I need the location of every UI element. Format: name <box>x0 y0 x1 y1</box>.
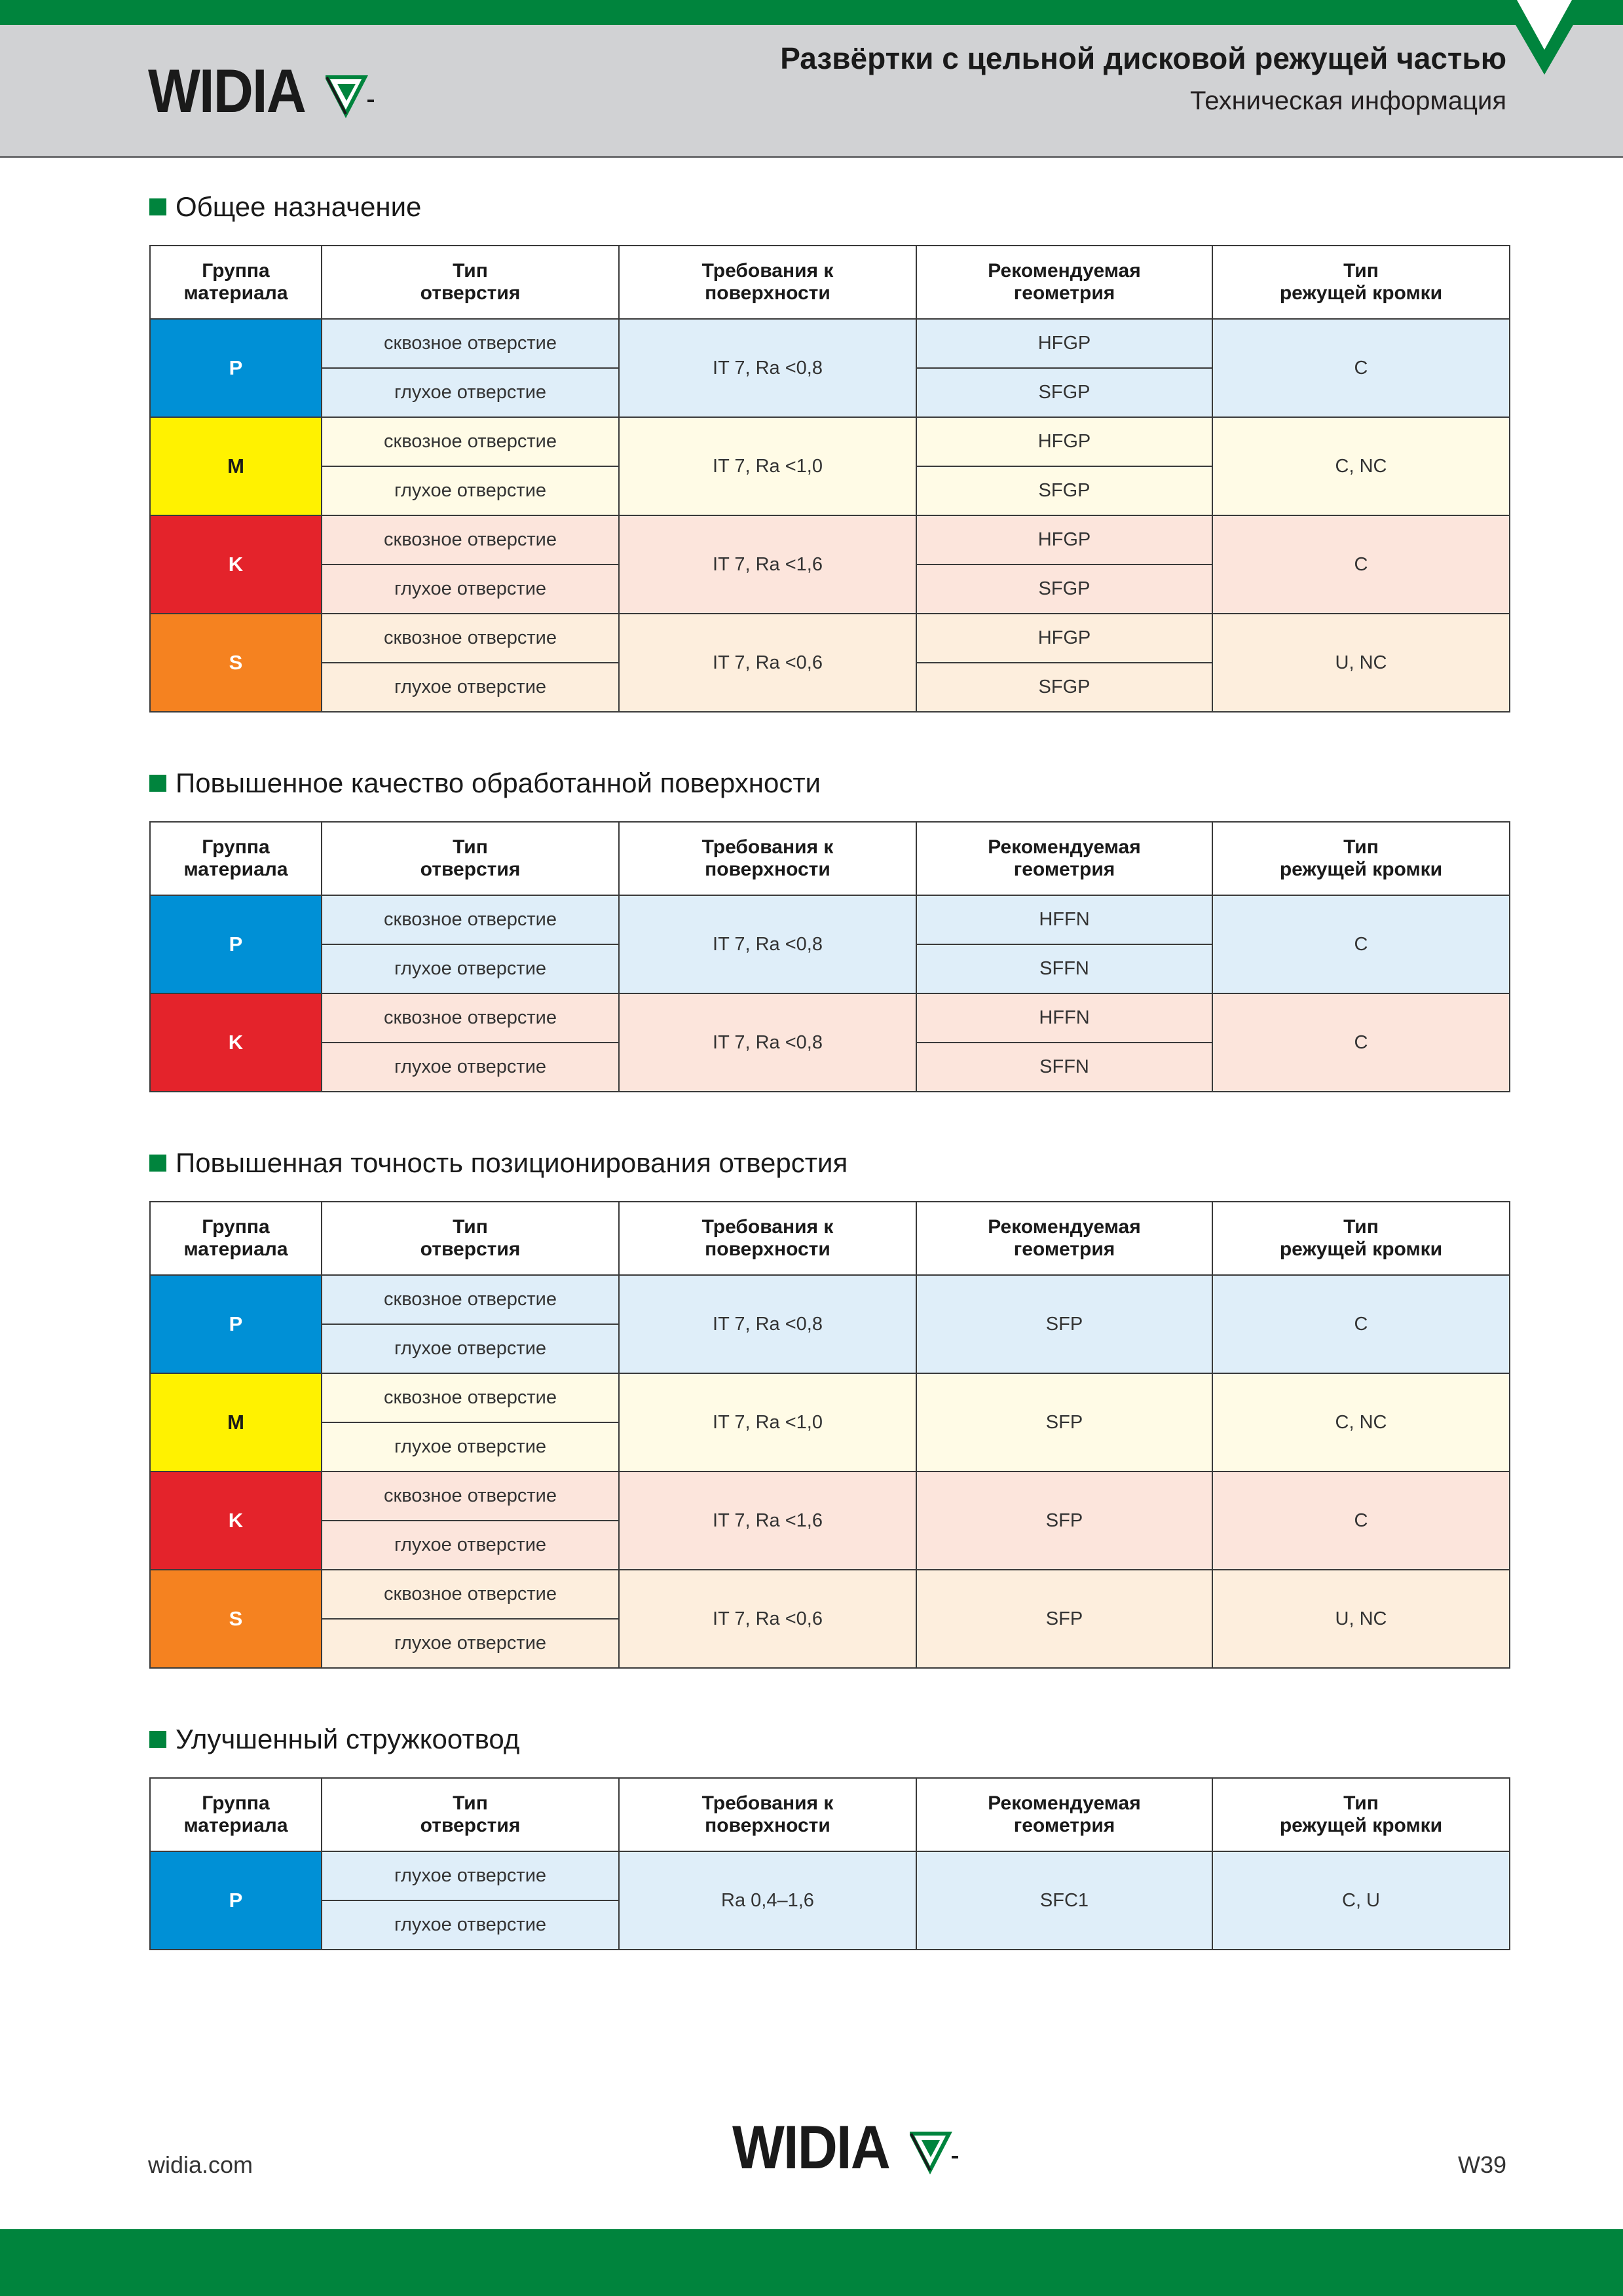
column-header <box>150 1778 322 1851</box>
hole-type-cell: сквозное отверстие <box>322 319 619 368</box>
material-group-cell: M <box>150 417 322 515</box>
column-header-line: геометрия <box>1013 1815 1115 1836</box>
page-subtitle: Техническая информация <box>1190 86 1506 115</box>
column-header-line: Группа <box>202 1792 270 1814</box>
widia-triangle-logo-icon <box>910 2131 961 2178</box>
hole-type-cell: сквозное отверстие <box>322 614 619 663</box>
material-group-cell: S <box>150 614 322 712</box>
table-header-row <box>150 246 1510 319</box>
column-header-line: Требования к <box>701 1792 834 1814</box>
geometry-cell: HFGP <box>916 319 1212 368</box>
column-header <box>1212 246 1510 319</box>
column-header <box>619 1202 916 1275</box>
cutting-edge-cell: C <box>1212 515 1510 614</box>
column-header-line: Рекомендуемая <box>988 260 1141 282</box>
spec-table <box>149 245 1510 713</box>
material-group-cell: P <box>150 1275 322 1373</box>
cutting-edge-cell: C <box>1212 1472 1510 1570</box>
column-header <box>916 1778 1212 1851</box>
surface-requirement-cell: IT 7, Ra <0,8 <box>619 1275 916 1373</box>
geometry-cell: SFP <box>916 1570 1212 1668</box>
column-header <box>619 822 916 895</box>
hole-type-cell: сквозное отверстие <box>322 515 619 565</box>
surface-requirement-cell: IT 7, Ra <0,8 <box>619 895 916 993</box>
column-header-line: отверстия <box>420 1815 521 1836</box>
hole-type-cell: глухое отверстие <box>322 1422 619 1472</box>
section-square-icon <box>149 198 166 215</box>
column-header-line: Тип <box>453 1792 488 1814</box>
geometry-cell: SFC1 <box>916 1851 1212 1950</box>
column-header <box>916 1202 1212 1275</box>
cutting-edge-cell: U, NC <box>1212 614 1510 712</box>
material-group-cell: M <box>150 1373 322 1472</box>
section-title-text: Улучшенный стружкоотвод <box>176 1724 520 1754</box>
cutting-edge-cell: C, NC <box>1212 1373 1510 1472</box>
column-header-line: геометрия <box>1013 1238 1115 1260</box>
surface-requirement-cell: Ra 0,4–1,6 <box>619 1851 916 1950</box>
column-header <box>322 246 619 319</box>
cutting-edge-cell: C, U <box>1212 1851 1510 1950</box>
table-row <box>150 614 1510 663</box>
column-header-line: материала <box>183 1238 288 1260</box>
column-header-line: материала <box>183 859 288 880</box>
hole-type-cell: сквозное отверстие <box>322 1275 619 1324</box>
cutting-edge-cell: C <box>1212 319 1510 417</box>
geometry-cell: SFGP <box>916 368 1212 417</box>
column-header-line: Тип <box>1343 260 1379 282</box>
column-header-line: режущей кромки <box>1279 1815 1443 1836</box>
material-group-cell: K <box>150 1472 322 1570</box>
column-header-line: материала <box>183 282 288 304</box>
hole-type-cell: глухое отверстие <box>322 466 619 515</box>
surface-requirement-cell: IT 7, Ra <1,6 <box>619 515 916 614</box>
hole-type-cell: глухое отверстие <box>322 1521 619 1570</box>
header-logo <box>148 56 377 125</box>
column-header-line: геометрия <box>1013 859 1115 880</box>
surface-requirement-cell: IT 7, Ra <1,0 <box>619 417 916 515</box>
column-header <box>322 1778 619 1851</box>
geometry-cell: HFFN <box>916 895 1212 944</box>
section-square-icon <box>149 1731 166 1748</box>
section-square-icon <box>149 1155 166 1172</box>
column-header-line: Рекомендуемая <box>988 1792 1141 1814</box>
column-header-line: Тип <box>453 1216 488 1238</box>
table-row <box>150 319 1510 368</box>
column-header <box>916 822 1212 895</box>
column-header <box>150 822 322 895</box>
cutting-edge-cell: C <box>1212 895 1510 993</box>
cutting-edge-cell: U, NC <box>1212 1570 1510 1668</box>
column-header-line: режущей кромки <box>1279 282 1443 304</box>
column-header <box>1212 1778 1510 1851</box>
hole-type-cell: глухое отверстие <box>322 1900 619 1950</box>
section-square-icon <box>149 775 166 792</box>
surface-requirement-cell: IT 7, Ra <1,0 <box>619 1373 916 1472</box>
footer-url-link[interactable]: widia.com <box>148 2151 253 2178</box>
column-header-line: Тип <box>1343 836 1379 858</box>
surface-requirement-cell: IT 7, Ra <0,6 <box>619 614 916 712</box>
table-row <box>150 895 1510 944</box>
surface-requirement-cell: IT 7, Ra <1,6 <box>619 1472 916 1570</box>
table-row <box>150 1373 1510 1422</box>
column-header-line: геометрия <box>1013 282 1115 304</box>
section-title-text: Общее назначение <box>176 191 422 222</box>
column-header-line: поверхности <box>705 1238 830 1260</box>
column-header-line: режущей кромки <box>1279 1238 1443 1260</box>
material-group-cell: K <box>150 993 322 1092</box>
hole-type-cell: глухое отверстие <box>322 1619 619 1668</box>
cutting-edge-cell: C <box>1212 993 1510 1092</box>
column-header-line: Рекомендуемая <box>988 836 1141 858</box>
corner-triangle-inner <box>1517 0 1572 50</box>
cutting-edge-cell: C <box>1212 1275 1510 1373</box>
table-row <box>150 1472 1510 1521</box>
widia-triangle-logo-icon <box>326 75 377 122</box>
table-row <box>150 1570 1510 1619</box>
table-row <box>150 515 1510 565</box>
table-header-row <box>150 822 1510 895</box>
material-group-cell: K <box>150 515 322 614</box>
column-header-line: отверстия <box>420 1238 521 1260</box>
hole-type-cell: сквозное отверстие <box>322 1570 619 1619</box>
table-row <box>150 417 1510 466</box>
geometry-cell: SFFN <box>916 1043 1212 1092</box>
section-title <box>149 768 821 799</box>
column-header <box>322 822 619 895</box>
material-group-cell: S <box>150 1570 322 1668</box>
column-header-line: Группа <box>202 260 270 282</box>
column-header-line: Группа <box>202 1216 270 1238</box>
column-header-line: поверхности <box>705 282 830 304</box>
geometry-cell: HFFN <box>916 993 1212 1043</box>
column-header-line: Группа <box>202 836 270 858</box>
spec-table <box>149 1201 1510 1669</box>
column-header <box>1212 822 1510 895</box>
hole-type-cell: сквозное отверстие <box>322 1373 619 1422</box>
footer-logo-text: WIDIA <box>732 2113 890 2181</box>
column-header-line: Тип <box>453 836 488 858</box>
table-header-row <box>150 1778 1510 1851</box>
section-title-text: Повышенная точность позиционирования отверстия <box>176 1147 848 1178</box>
column-header <box>150 1202 322 1275</box>
geometry-cell: SFP <box>916 1373 1212 1472</box>
section-title-text: Повышенное качество обработанной поверхности <box>176 768 821 798</box>
column-header-line: отверстия <box>420 859 521 880</box>
top-green-bar <box>0 0 1623 25</box>
hole-type-cell: сквозное отверстие <box>322 993 619 1043</box>
table-row <box>150 1275 1510 1324</box>
column-header-line: Требования к <box>701 836 834 858</box>
geometry-cell: HFGP <box>916 417 1212 466</box>
table-row <box>150 993 1510 1043</box>
column-header-line: материала <box>183 1815 288 1836</box>
footer-logo <box>732 2113 961 2181</box>
section-title <box>149 191 421 223</box>
column-header-line: режущей кромки <box>1279 859 1443 880</box>
table-row <box>150 1851 1510 1900</box>
column-header <box>150 246 322 319</box>
geometry-cell: HFGP <box>916 614 1212 663</box>
hole-type-cell: сквозное отверстие <box>322 417 619 466</box>
surface-requirement-cell: IT 7, Ra <0,6 <box>619 1570 916 1668</box>
geometry-cell: SFFN <box>916 944 1212 993</box>
geometry-cell: SFP <box>916 1472 1212 1570</box>
column-header-line: Тип <box>1343 1216 1379 1238</box>
column-header <box>322 1202 619 1275</box>
hole-type-cell: глухое отверстие <box>322 565 619 614</box>
column-header-line: поверхности <box>705 1815 830 1836</box>
column-header-line: Тип <box>453 260 488 282</box>
hole-type-cell: глухое отверстие <box>322 368 619 417</box>
geometry-cell: SFP <box>916 1275 1212 1373</box>
geometry-cell: HFGP <box>916 515 1212 565</box>
column-header <box>1212 1202 1510 1275</box>
section-title <box>149 1147 848 1179</box>
surface-requirement-cell: IT 7, Ra <0,8 <box>619 993 916 1092</box>
column-header <box>619 1778 916 1851</box>
section-title <box>149 1724 519 1755</box>
surface-requirement-cell: IT 7, Ra <0,8 <box>619 319 916 417</box>
table-header-row <box>150 1202 1510 1275</box>
geometry-cell: SFGP <box>916 663 1212 712</box>
column-header-line: отверстия <box>420 282 521 304</box>
page-number: W39 <box>1457 2151 1506 2178</box>
hole-type-cell: глухое отверстие <box>322 1324 619 1373</box>
hole-type-cell: глухое отверстие <box>322 1851 619 1900</box>
hole-type-cell: сквозное отверстие <box>322 895 619 944</box>
geometry-cell: SFGP <box>916 565 1212 614</box>
column-header <box>916 246 1212 319</box>
column-header-line: поверхности <box>705 859 830 880</box>
hole-type-cell: глухое отверстие <box>322 1043 619 1092</box>
material-group-cell: P <box>150 1851 322 1950</box>
column-header-line: Требования к <box>701 1216 834 1238</box>
column-header-line: Требования к <box>701 260 834 282</box>
material-group-cell: P <box>150 319 322 417</box>
hole-type-cell: глухое отверстие <box>322 663 619 712</box>
column-header-line: Рекомендуемая <box>988 1216 1141 1238</box>
hole-type-cell: глухое отверстие <box>322 944 619 993</box>
header-logo-text: WIDIA <box>148 56 306 125</box>
column-header-line: Тип <box>1343 1792 1379 1814</box>
spec-table <box>149 1777 1510 1950</box>
material-group-cell: P <box>150 895 322 993</box>
bottom-green-bar <box>0 2229 1623 2296</box>
page-title: Развёртки с цельной дисковой режущей частью <box>780 41 1506 75</box>
cutting-edge-cell: C, NC <box>1212 417 1510 515</box>
column-header <box>619 246 916 319</box>
geometry-cell: SFGP <box>916 466 1212 515</box>
spec-table <box>149 821 1510 1092</box>
hole-type-cell: сквозное отверстие <box>322 1472 619 1521</box>
